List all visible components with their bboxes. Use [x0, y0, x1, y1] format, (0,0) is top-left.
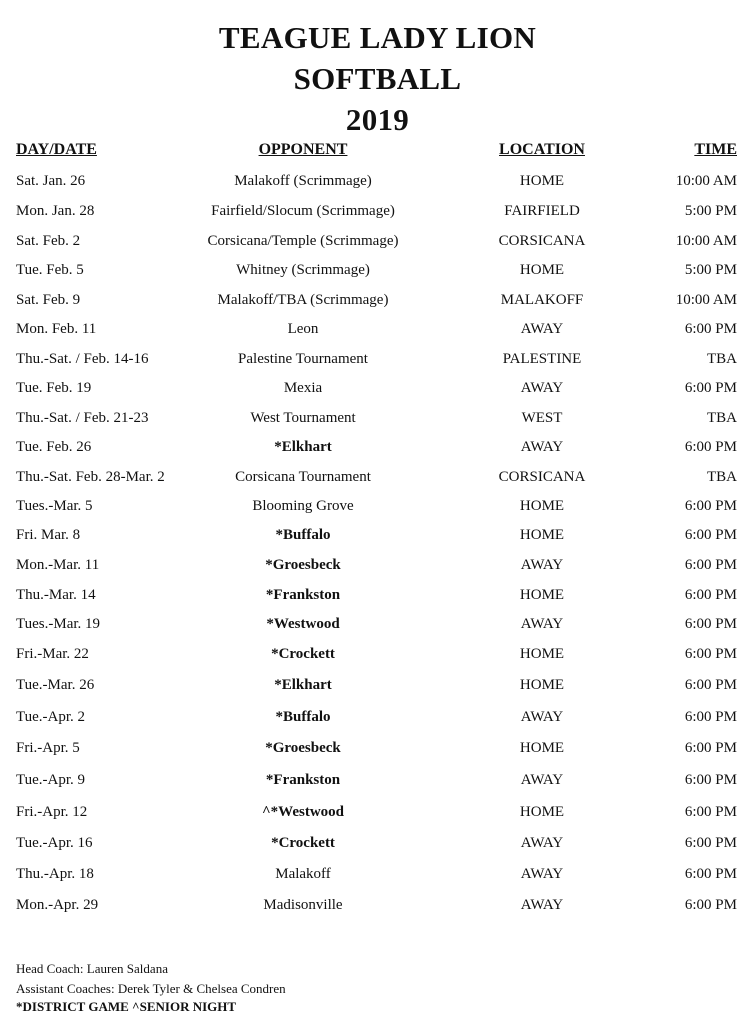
cell-day-date: Tue. Feb. 19: [16, 380, 92, 396]
legend: *DISTRICT GAME ^SENIOR NIGHT: [16, 999, 237, 1014]
table-row: [0, 524, 755, 546]
opponent-name: Leon: [287, 321, 319, 337]
cell-day-date: Thu.-Sat. / Feb. 14-16: [16, 351, 149, 367]
table-row: [0, 230, 755, 252]
header-location-label: LOCATION: [499, 141, 585, 158]
cell-time: 6:00 PM: [684, 527, 737, 543]
location-name: AWAY: [520, 321, 564, 337]
table-row: [0, 801, 755, 823]
cell-day-date: Thu.-Apr. 18: [16, 866, 94, 882]
location-name: HOME: [519, 804, 565, 820]
table-row: [0, 170, 755, 192]
table-row: [0, 613, 755, 635]
cell-day-date: Tues.-Mar. 5: [16, 498, 93, 514]
cell-time: 6:00 PM: [684, 740, 737, 756]
location-name: HOME: [519, 677, 565, 693]
location-name: HOME: [519, 498, 565, 514]
header-opponent-label: OPPONENT: [258, 141, 348, 158]
cell-day-date: Tue. Feb. 5: [16, 262, 84, 278]
table-row: [0, 259, 755, 281]
table-row: [0, 289, 755, 311]
table-row: [0, 584, 755, 606]
opponent-name: *Westwood: [266, 616, 340, 632]
cell-time: 6:00 PM: [684, 804, 737, 820]
location-name: AWAY: [520, 380, 564, 396]
table-row: [0, 495, 755, 517]
table-row: [0, 894, 755, 916]
cell-day-date: Sat. Jan. 26: [16, 173, 86, 189]
cell-time: TBA: [707, 469, 737, 485]
cell-time: 6:00 PM: [684, 709, 737, 725]
opponent-name: *Groesbeck: [265, 740, 341, 756]
opponent-name: *Elkhart: [274, 439, 332, 455]
table-row: [0, 318, 755, 340]
opponent-name: Blooming Grove: [252, 498, 354, 514]
table-row: [0, 200, 755, 222]
cell-time: 10:00 AM: [675, 292, 737, 308]
table-row: [0, 466, 755, 488]
cell-day-date: Fri.-Apr. 5: [16, 740, 80, 756]
opponent-name: *Frankston: [265, 587, 341, 603]
opponent-name: Corsicana Tournament: [235, 469, 371, 485]
cell-day-date: Thu.-Mar. 14: [16, 587, 96, 603]
cell-day-date: Mon.-Apr. 29: [16, 897, 99, 913]
cell-time: 6:00 PM: [684, 646, 737, 662]
opponent-name: Whitney (Scrimmage): [236, 262, 370, 278]
cell-day-date: Tue. Feb. 26: [16, 439, 92, 455]
location-name: AWAY: [520, 897, 564, 913]
location-name: HOME: [519, 646, 565, 662]
location-name: CORSICANA: [498, 233, 586, 249]
cell-day-date: Mon. Jan. 28: [16, 203, 95, 219]
table-row: [0, 436, 755, 458]
cell-time: 6:00 PM: [684, 616, 737, 632]
table-row: [0, 769, 755, 791]
location-name: AWAY: [520, 439, 564, 455]
opponent-name: Madisonville: [263, 897, 343, 913]
cell-time: TBA: [707, 410, 737, 426]
cell-time: TBA: [707, 351, 737, 367]
opponent-name: *Groesbeck: [265, 557, 341, 573]
cell-day-date: Sat. Feb. 9: [16, 292, 81, 308]
opponent-name: *Buffalo: [275, 709, 331, 725]
cell-time: 6:00 PM: [684, 772, 737, 788]
header-time: TIME: [694, 141, 737, 158]
location-name: AWAY: [520, 866, 564, 882]
cell-day-date: Tue.-Apr. 2: [16, 709, 86, 725]
cell-time: 6:00 PM: [684, 677, 737, 693]
title-line-2: SOFTBALL: [293, 61, 462, 96]
location-name: AWAY: [520, 616, 564, 632]
opponent-name: ^*Westwood: [261, 804, 345, 820]
table-row: [0, 737, 755, 759]
location-name: MALAKOFF: [500, 292, 584, 308]
table-row: [0, 832, 755, 854]
cell-time: 5:00 PM: [684, 203, 737, 219]
table-row: [0, 377, 755, 399]
table-row: [0, 674, 755, 696]
header-day-date: DAY/DATE: [16, 141, 97, 158]
cell-day-date: Fri.-Apr. 12: [16, 804, 88, 820]
location-name: HOME: [519, 262, 565, 278]
location-name: WEST: [521, 410, 563, 426]
cell-day-date: Thu.-Sat. Feb. 28-Mar. 2: [16, 469, 165, 485]
location-name: AWAY: [520, 709, 564, 725]
title-year: 2019: [345, 102, 410, 137]
cell-day-date: Tue.-Apr. 16: [16, 835, 93, 851]
table-row: [0, 706, 755, 728]
assistant-coaches: Assistant Coaches: Derek Tyler & Chelsea Condren: [16, 981, 286, 996]
location-name: PALESTINE: [502, 351, 582, 367]
opponent-name: *Elkhart: [274, 677, 332, 693]
location-name: HOME: [519, 587, 565, 603]
opponent-name: Palestine Tournament: [238, 351, 368, 367]
location-name: HOME: [519, 740, 565, 756]
location-name: AWAY: [520, 772, 564, 788]
opponent-name: Malakoff/TBA (Scrimmage): [217, 292, 389, 308]
cell-day-date: Sat. Feb. 2: [16, 233, 81, 249]
opponent-name: Corsicana/Temple (Scrimmage): [207, 233, 399, 249]
cell-day-date: Mon. Feb. 11: [16, 321, 97, 337]
opponent-name: Mexia: [283, 380, 323, 396]
cell-day-date: Tue.-Apr. 9: [16, 772, 86, 788]
title-line-1: TEAGUE LADY LION: [218, 20, 537, 55]
cell-time: 6:00 PM: [684, 380, 737, 396]
location-name: FAIRFIELD: [504, 203, 580, 219]
opponent-name: *Crockett: [271, 835, 335, 851]
cell-time: 6:00 PM: [684, 557, 737, 573]
location-name: CORSICANA: [498, 469, 586, 485]
cell-time: 6:00 PM: [684, 897, 737, 913]
location-name: AWAY: [520, 835, 564, 851]
cell-time: 6:00 PM: [684, 835, 737, 851]
opponent-name: Malakoff (Scrimmage): [234, 173, 372, 189]
table-row: [0, 407, 755, 429]
cell-day-date: Tues.-Mar. 19: [16, 616, 101, 632]
cell-time: 10:00 AM: [675, 173, 737, 189]
location-name: HOME: [519, 527, 565, 543]
location-name: AWAY: [520, 557, 564, 573]
opponent-name: *Crockett: [271, 646, 335, 662]
cell-day-date: Fri.-Mar. 22: [16, 646, 89, 662]
table-row: [0, 554, 755, 576]
cell-time: 10:00 AM: [675, 233, 737, 249]
head-coach: Head Coach: Lauren Saldana: [16, 961, 168, 976]
opponent-name: West Tournament: [250, 410, 356, 426]
opponent-name: *Buffalo: [275, 527, 331, 543]
cell-time: 6:00 PM: [684, 439, 737, 455]
table-row: [0, 348, 755, 370]
cell-time: 6:00 PM: [684, 498, 737, 514]
cell-day-date: Fri. Mar. 8: [16, 527, 81, 543]
opponent-name: *Frankston: [265, 772, 341, 788]
table-row: [0, 643, 755, 665]
cell-time: 6:00 PM: [684, 866, 737, 882]
cell-day-date: Thu.-Sat. / Feb. 21-23: [16, 410, 149, 426]
opponent-name: Malakoff: [275, 866, 331, 882]
cell-day-date: Tue.-Mar. 26: [16, 677, 95, 693]
cell-time: 6:00 PM: [684, 321, 737, 337]
opponent-name: Fairfield/Slocum (Scrimmage): [211, 203, 395, 219]
cell-time: 6:00 PM: [684, 587, 737, 603]
location-name: HOME: [519, 173, 565, 189]
table-row: [0, 863, 755, 885]
cell-day-date: Mon.-Mar. 11: [16, 557, 100, 573]
cell-time: 5:00 PM: [684, 262, 737, 278]
